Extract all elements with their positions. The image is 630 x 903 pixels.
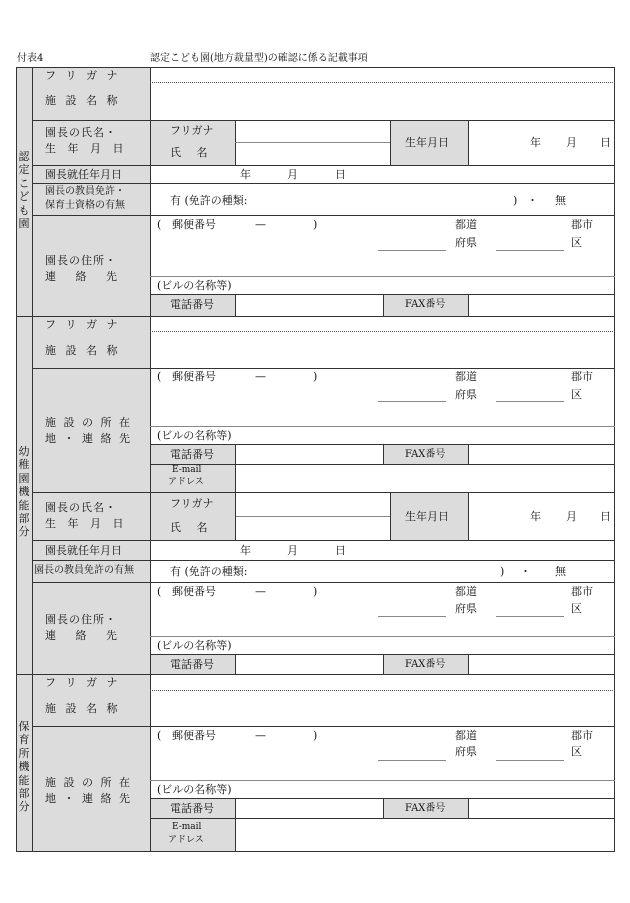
facility-name-label: 施 設 名 称 bbox=[45, 344, 121, 357]
director-name-label: 園長の氏名・ bbox=[45, 501, 117, 514]
postal-dash: — bbox=[255, 370, 266, 383]
license-dot: ・ bbox=[520, 565, 531, 578]
license-no: 無 bbox=[555, 565, 566, 578]
location-label-1: 施 設 の 所 在 bbox=[45, 416, 132, 429]
appointment-day: 日 bbox=[335, 544, 346, 557]
birth-day: 日 bbox=[600, 510, 611, 523]
postal-open: ( bbox=[157, 218, 162, 231]
section-label-kodomoen: 認定こども園 bbox=[18, 150, 30, 231]
fuken-label: 府県 bbox=[455, 236, 477, 249]
fuken-label: 府県 bbox=[455, 388, 477, 401]
appendix-number: 付表4 bbox=[17, 53, 44, 64]
tel-label: 電話番号 bbox=[170, 802, 214, 815]
license-no: 無 bbox=[555, 194, 566, 207]
postal-label: 郵便番号 bbox=[172, 729, 216, 742]
location-label-2: 地 ・ 連 絡 先 bbox=[45, 432, 132, 445]
shimei-label: 氏 名 bbox=[170, 521, 214, 534]
building-label: (ビルの名称等) bbox=[157, 639, 232, 652]
postal-label: 郵便番号 bbox=[172, 370, 216, 383]
todo-label: 都道 bbox=[455, 585, 477, 598]
facility-name-label: 施 設 名 称 bbox=[45, 94, 121, 107]
ku-label: 区 bbox=[571, 602, 582, 615]
postal-close: ) bbox=[313, 370, 318, 383]
furigana-label: フ リ ガ ナ bbox=[45, 318, 121, 331]
postal-dash: — bbox=[255, 729, 266, 742]
postal-dash: — bbox=[255, 585, 266, 598]
postal-open: ( bbox=[157, 729, 162, 742]
director-birth-label: 生 年 月 日 bbox=[45, 517, 128, 530]
license-dot: ・ bbox=[527, 194, 538, 207]
appointment-day: 日 bbox=[335, 168, 346, 181]
page-title: 認定こども園(地方裁量型)の確認に係る記載事項 bbox=[150, 53, 368, 64]
todo-label: 都道 bbox=[455, 370, 477, 383]
section-label-hoikusho: 保育所機能部分 bbox=[18, 720, 30, 814]
appointment-date-label: 園長就任年月日 bbox=[45, 544, 122, 557]
furigana-label: フ リ ガ ナ bbox=[45, 69, 121, 82]
fuken-label: 府県 bbox=[455, 745, 477, 758]
postal-close: ) bbox=[313, 729, 318, 742]
postal-dash: — bbox=[255, 218, 266, 231]
birth-month: 月 bbox=[566, 136, 577, 149]
facility-name-label: 施 設 名 称 bbox=[45, 702, 121, 715]
postal-open: ( bbox=[157, 370, 162, 383]
email-label-2: アドレス bbox=[168, 477, 204, 487]
ku-label: 区 bbox=[571, 745, 582, 758]
shimei-label: 氏 名 bbox=[170, 146, 214, 159]
gunshi-label: 郡市 bbox=[571, 370, 593, 383]
tel-label: 電話番号 bbox=[170, 658, 214, 671]
fax-label: FAX番号 bbox=[405, 299, 446, 310]
furigana-small-label: フリガナ bbox=[170, 497, 214, 510]
license-close: ) bbox=[500, 565, 505, 578]
address-label-1: 園長の住所・ bbox=[45, 254, 117, 267]
appointment-month: 月 bbox=[287, 168, 298, 181]
appointment-date-label: 園長就任年月日 bbox=[45, 168, 122, 181]
furigana-small-label: フリガナ bbox=[170, 124, 214, 137]
appointment-year: 年 bbox=[240, 168, 251, 181]
postal-close: ) bbox=[313, 585, 318, 598]
birth-year: 年 bbox=[530, 136, 541, 149]
postal-label: 郵便番号 bbox=[172, 585, 216, 598]
license-close: ) bbox=[513, 194, 518, 207]
fax-label: FAX番号 bbox=[405, 803, 446, 814]
license-label-1: 園長の教員免許・ bbox=[45, 186, 125, 197]
furigana-label: フ リ ガ ナ bbox=[45, 676, 121, 689]
appointment-year: 年 bbox=[240, 544, 251, 557]
email-label-2: アドレス bbox=[168, 835, 204, 845]
todo-label: 都道 bbox=[455, 218, 477, 231]
address-label-2: 連 絡 先 bbox=[45, 629, 125, 642]
license-label-2: 保育士資格の有無 bbox=[45, 200, 125, 211]
email-label-1: E-mail bbox=[172, 822, 202, 832]
postal-label: 郵便番号 bbox=[172, 218, 216, 231]
email-label-1: E-mail bbox=[172, 465, 202, 475]
location-label-1: 施 設 の 所 在 bbox=[45, 776, 132, 789]
fuken-label: 府県 bbox=[455, 602, 477, 615]
appointment-month: 月 bbox=[287, 544, 298, 557]
birth-day: 日 bbox=[600, 136, 611, 149]
fax-label: FAX番号 bbox=[405, 449, 446, 460]
address-label-1: 園長の住所・ bbox=[45, 613, 117, 626]
building-label: (ビルの名称等) bbox=[157, 783, 232, 796]
postal-close: ) bbox=[313, 218, 318, 231]
section-label-youchien: 幼稚園機能部分 bbox=[18, 445, 30, 539]
gunshi-label: 郡市 bbox=[571, 585, 593, 598]
todo-label: 都道 bbox=[455, 729, 477, 742]
birthdate-label: 生年月日 bbox=[405, 136, 449, 149]
birth-year: 年 bbox=[530, 510, 541, 523]
gunshi-label: 郡市 bbox=[571, 218, 593, 231]
license-label: 園長の教員免許の有無 bbox=[34, 565, 134, 576]
license-yes: 有 (免許の種類: bbox=[170, 565, 248, 578]
ku-label: 区 bbox=[571, 236, 582, 249]
address-label-2: 連 絡 先 bbox=[45, 270, 125, 283]
birthdate-label: 生年月日 bbox=[405, 510, 449, 523]
fax-label: FAX番号 bbox=[405, 659, 446, 670]
ku-label: 区 bbox=[571, 388, 582, 401]
director-birth-label: 生 年 月 日 bbox=[45, 142, 128, 155]
tel-label: 電話番号 bbox=[170, 448, 214, 461]
location-label-2: 地 ・ 連 絡 先 bbox=[45, 792, 132, 805]
tel-label: 電話番号 bbox=[170, 298, 214, 311]
license-yes: 有 (免許の種類: bbox=[170, 194, 248, 207]
building-label: (ビルの名称等) bbox=[157, 279, 232, 292]
director-name-label: 園長の氏名・ bbox=[45, 126, 117, 139]
building-label: (ビルの名称等) bbox=[157, 429, 232, 442]
postal-open: ( bbox=[157, 585, 162, 598]
gunshi-label: 郡市 bbox=[571, 729, 593, 742]
birth-month: 月 bbox=[566, 510, 577, 523]
